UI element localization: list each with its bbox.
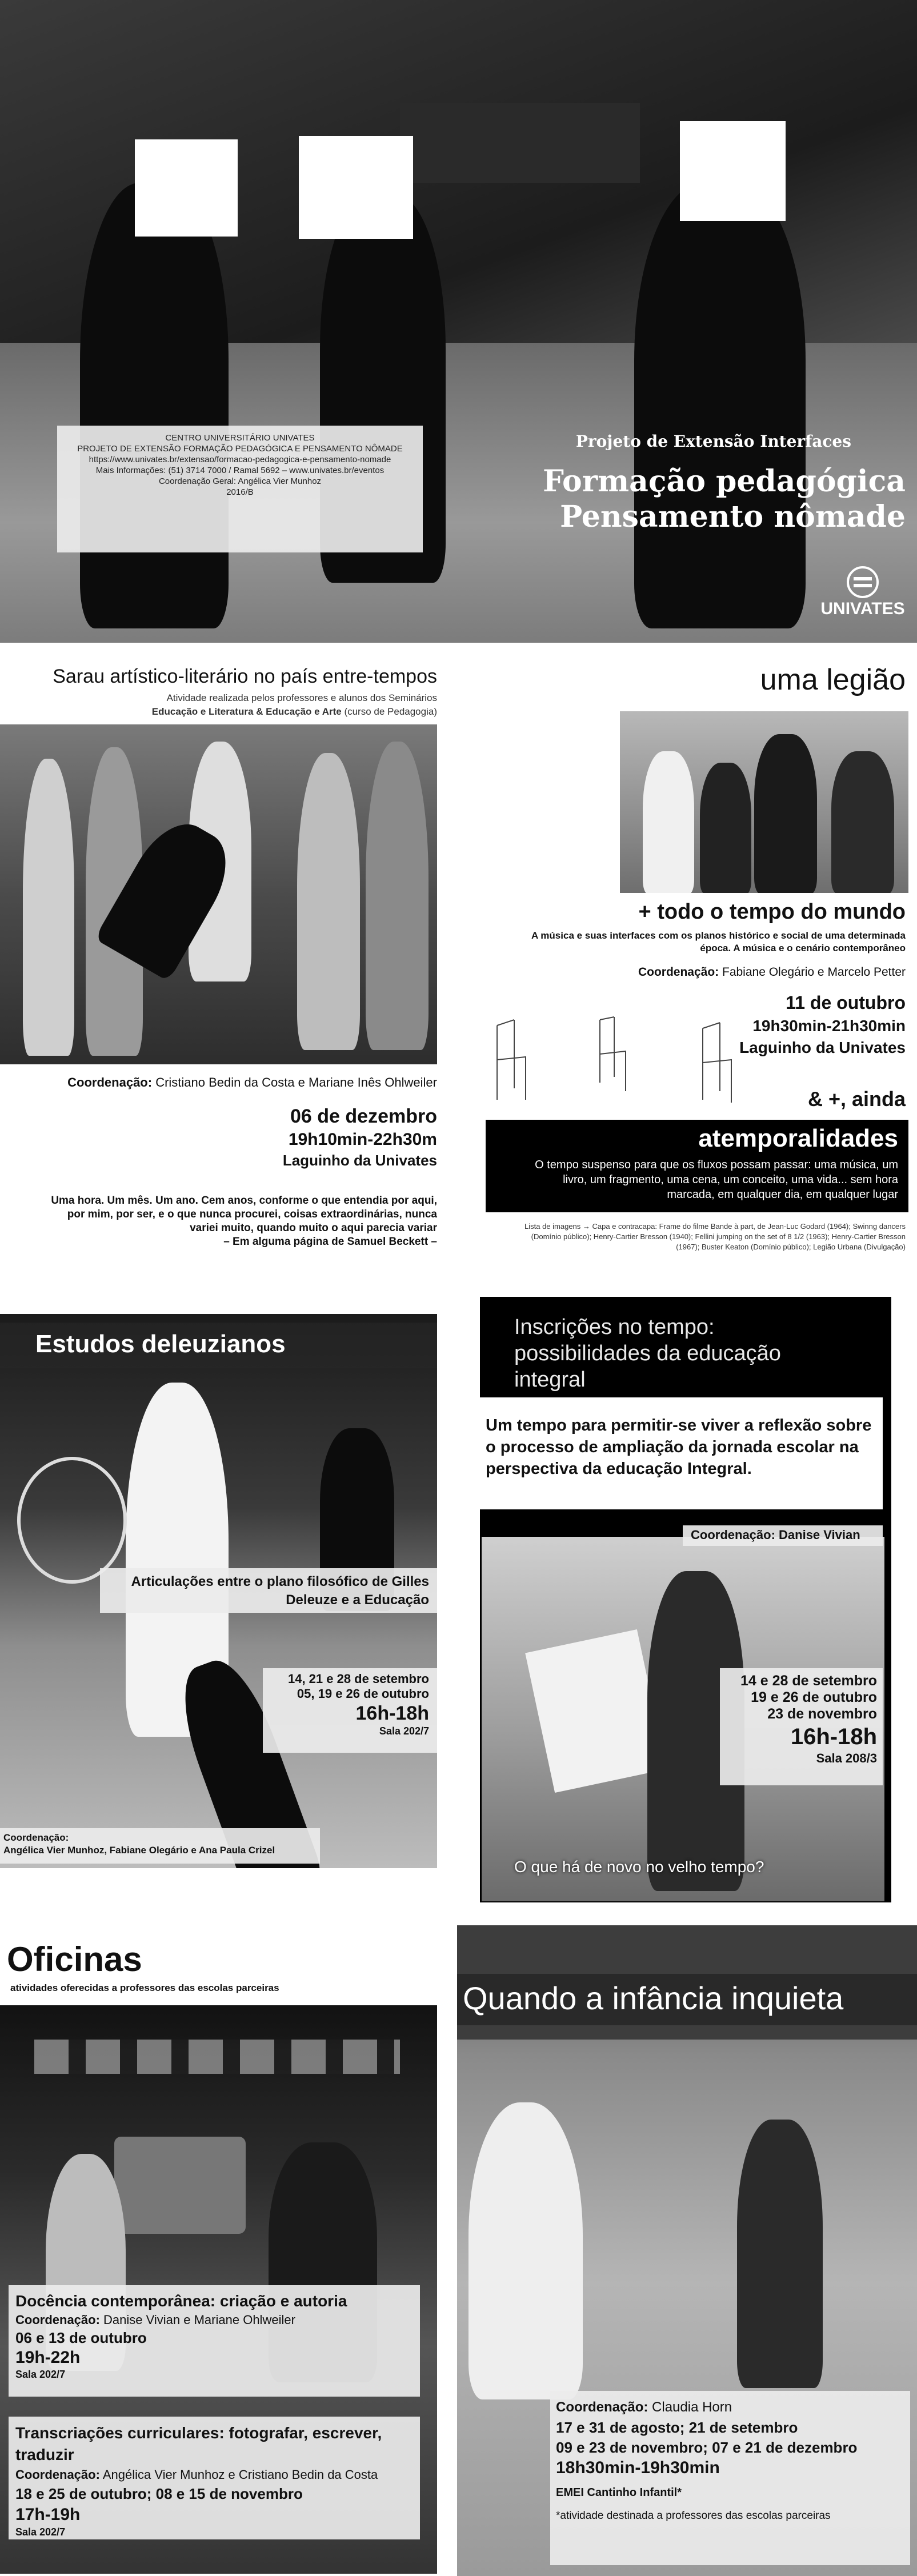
info-line: 2016/B xyxy=(226,487,254,497)
infancia-coord: Coordenação: Claudia Horn xyxy=(556,2399,732,2415)
inscricoes-question: O que há de novo no velho tempo? xyxy=(514,1858,764,1876)
dancer-figure xyxy=(80,183,229,628)
cover-info-box xyxy=(57,426,423,552)
infancia-time: 18h30min-19h30min xyxy=(556,2458,720,2477)
oficina-1-dates: 06 e 13 de outubro xyxy=(15,2329,147,2346)
oficina-2-box xyxy=(9,2417,420,2539)
estudos-schedule: 14, 21 e 28 de setembro 05, 19 e 26 de outubro 16h-18h Sala 202/7 xyxy=(263,1668,437,1753)
sarau-coord: Coordenação: Cristiano Bedin da Costa e Mariane Inês Ohlweiler xyxy=(67,1075,437,1089)
dancer-figure xyxy=(634,183,806,628)
legiao-place: Laguinho da Univates xyxy=(739,1039,906,1056)
inscricoes-title: Inscrições no tempo: possibilidades da educação integral xyxy=(514,1315,781,1392)
cover-title: Formação pedagógica Pensamento nômade xyxy=(542,464,906,534)
sarau-title: Sarau artístico-literário no país entre-tempos xyxy=(53,666,437,687)
oficina-2-coord: Coordenação: Angélica Vier Munhoz e Cristiano Bedin da Costa xyxy=(15,2467,378,2482)
oficina-2-time: 17h-19h xyxy=(15,2505,81,2524)
univates-emblem-icon xyxy=(846,566,880,599)
images-list: Lista de imagens → Capa e contracapa: Frame do filme Bande à part, de Jean-Luc Godard (1964); Swinng dancers (Domínio público); Henry-Cartier Bresson (1940); Fellini jumping on the set of 8 1/2 (1963); Henry-Cartier Bresson (1967); Buster Keaton (Domínio público); Legião Urbana (Divulgação) xyxy=(524,1222,906,1251)
info-line: Coordenação Geral: Angélica Vier Munhoz xyxy=(158,476,322,486)
face-mask xyxy=(135,139,238,237)
infancia-dates1: 17 e 31 de agosto; 21 de setembro xyxy=(556,2419,798,2436)
infancia-dates2: 09 e 23 de novembro; 07 e 21 de dezembro xyxy=(556,2439,858,2456)
sarau-place: Laguinho da Univates xyxy=(282,1152,437,1169)
estudos-coord: Coordenação: Angélica Vier Munhoz, Fabiane Olegário e Ana Paula Crizel xyxy=(0,1828,320,1864)
brand-name: UNIVATES xyxy=(820,599,905,618)
legiao-subtitle: + todo o tempo do mundo xyxy=(638,900,906,924)
estudos-desc: Articulações entre o plano filosófico de Gilles Deleuze e a Educação xyxy=(100,1568,437,1613)
atemporalidades-box xyxy=(486,1120,908,1212)
info-line: PROJETO DE EXTENSÃO FORMAÇÃO PEDAGÓGICA E PENSAMENTO NÔMADE xyxy=(77,444,403,454)
oficina-2-title: Transcriações curriculares: fotografar, escrever, traduzir xyxy=(15,2424,382,2463)
oficinas-title: Oficinas xyxy=(7,1940,142,1978)
oficina-1-title: Docência contemporânea: criação e autoria xyxy=(15,2292,347,2310)
legiao-time: 19h30min-21h30min xyxy=(752,1017,906,1035)
sarau-date: 06 de dezembro xyxy=(290,1105,437,1127)
oficinas-subtitle: atividades oferecidas a professores das escolas parceiras xyxy=(10,1982,279,1993)
univates-logo xyxy=(814,566,911,634)
face-mask xyxy=(680,121,786,221)
atemp-text: O tempo suspenso para que os fluxos possam passar: uma música, um livro, um fragmento, uma cena, um conceito, uma vida... sem hora marcada, em qualquer dia, em qualquer lugar xyxy=(535,1159,898,1201)
inscricoes-coord: Coordenação: Danise Vivian xyxy=(683,1525,883,1546)
sarau-quote: Uma hora. Um mês. Um ano. Cem anos, conforme o que entendia por aqui, por mim, por ser, e o que nunca procurei, coisas extraordinárias, nunca variei muito, quando muito o aqui parecia variar – Em alguma página de Samuel Beckett – xyxy=(51,1195,437,1248)
oficina-1-coord: Coordenação: Danise Vivian e Mariane Ohlweiler xyxy=(15,2313,295,2327)
inscricoes-desc: Um tempo para permitir-se viver a reflexão sobre o processo de ampliação da jornada escolar na perspectiva da educação Integral. xyxy=(480,1397,883,1509)
atemp-title: atemporalidades xyxy=(698,1124,898,1152)
infancia-note: *atividade destinada a professores das escolas parceiras xyxy=(556,2510,831,2522)
legiao-desc: A música e suas interfaces com os planos histórico e social de uma determinada época. A música e o cenário contemporâneo xyxy=(531,930,906,954)
info-line: Mais Informações: (51) 3714 7000 / Ramal 5692 – www.univates.br/eventos xyxy=(95,466,385,475)
sarau-dancers-photo xyxy=(0,724,437,1064)
legiao-date: 11 de outubro xyxy=(786,992,906,1013)
oficina-2-room: Sala 202/7 xyxy=(15,2526,66,2538)
cover-project: Projeto de Extensão Interfaces xyxy=(575,432,851,451)
face-mask xyxy=(299,136,413,239)
sarau-sub1: Atividade realizada pelos professores e alunos dos Seminários xyxy=(166,692,437,703)
oficina-2-dates: 18 e 25 de outubro; 08 e 15 de novembro xyxy=(15,2485,303,2502)
legiao-and: & +, ainda xyxy=(807,1087,906,1111)
estudos-title: Estudos deleuzianos xyxy=(35,1330,286,1358)
info-line: CENTRO UNIVERSITÁRIO UNIVATES xyxy=(165,433,315,443)
oficina-1-room: Sala 202/7 xyxy=(15,2369,66,2380)
oficina-1-time: 19h-22h xyxy=(15,2348,81,2367)
legiao-title: uma legião xyxy=(760,663,906,696)
sarau-time: 19h10min-22h30m xyxy=(288,1130,437,1149)
sarau-sub2: Educação e Literatura & Educação e Arte (curso de Pedagogia) xyxy=(151,706,437,717)
inscricoes-schedule: 14 e 28 de setembro 19 e 26 de outubro 23 de novembro 16h-18h Sala 208/3 xyxy=(720,1668,883,1785)
info-line: https://www.univates.br/extensao/formacao-pedagogica-e-pensamento-nomade xyxy=(89,455,391,464)
legiao-coord: Coordenação: Fabiane Olegário e Marcelo Petter xyxy=(638,966,906,979)
oficina-1-box xyxy=(9,2285,420,2397)
legiao-band-photo xyxy=(620,711,908,893)
infancia-title: Quando a infância inquieta xyxy=(463,1980,844,2016)
chair-drawings xyxy=(491,1014,743,1108)
infancia-info-box xyxy=(550,2391,910,2565)
infancia-place: EMEI Cantinho Infantil* xyxy=(556,2486,682,2499)
